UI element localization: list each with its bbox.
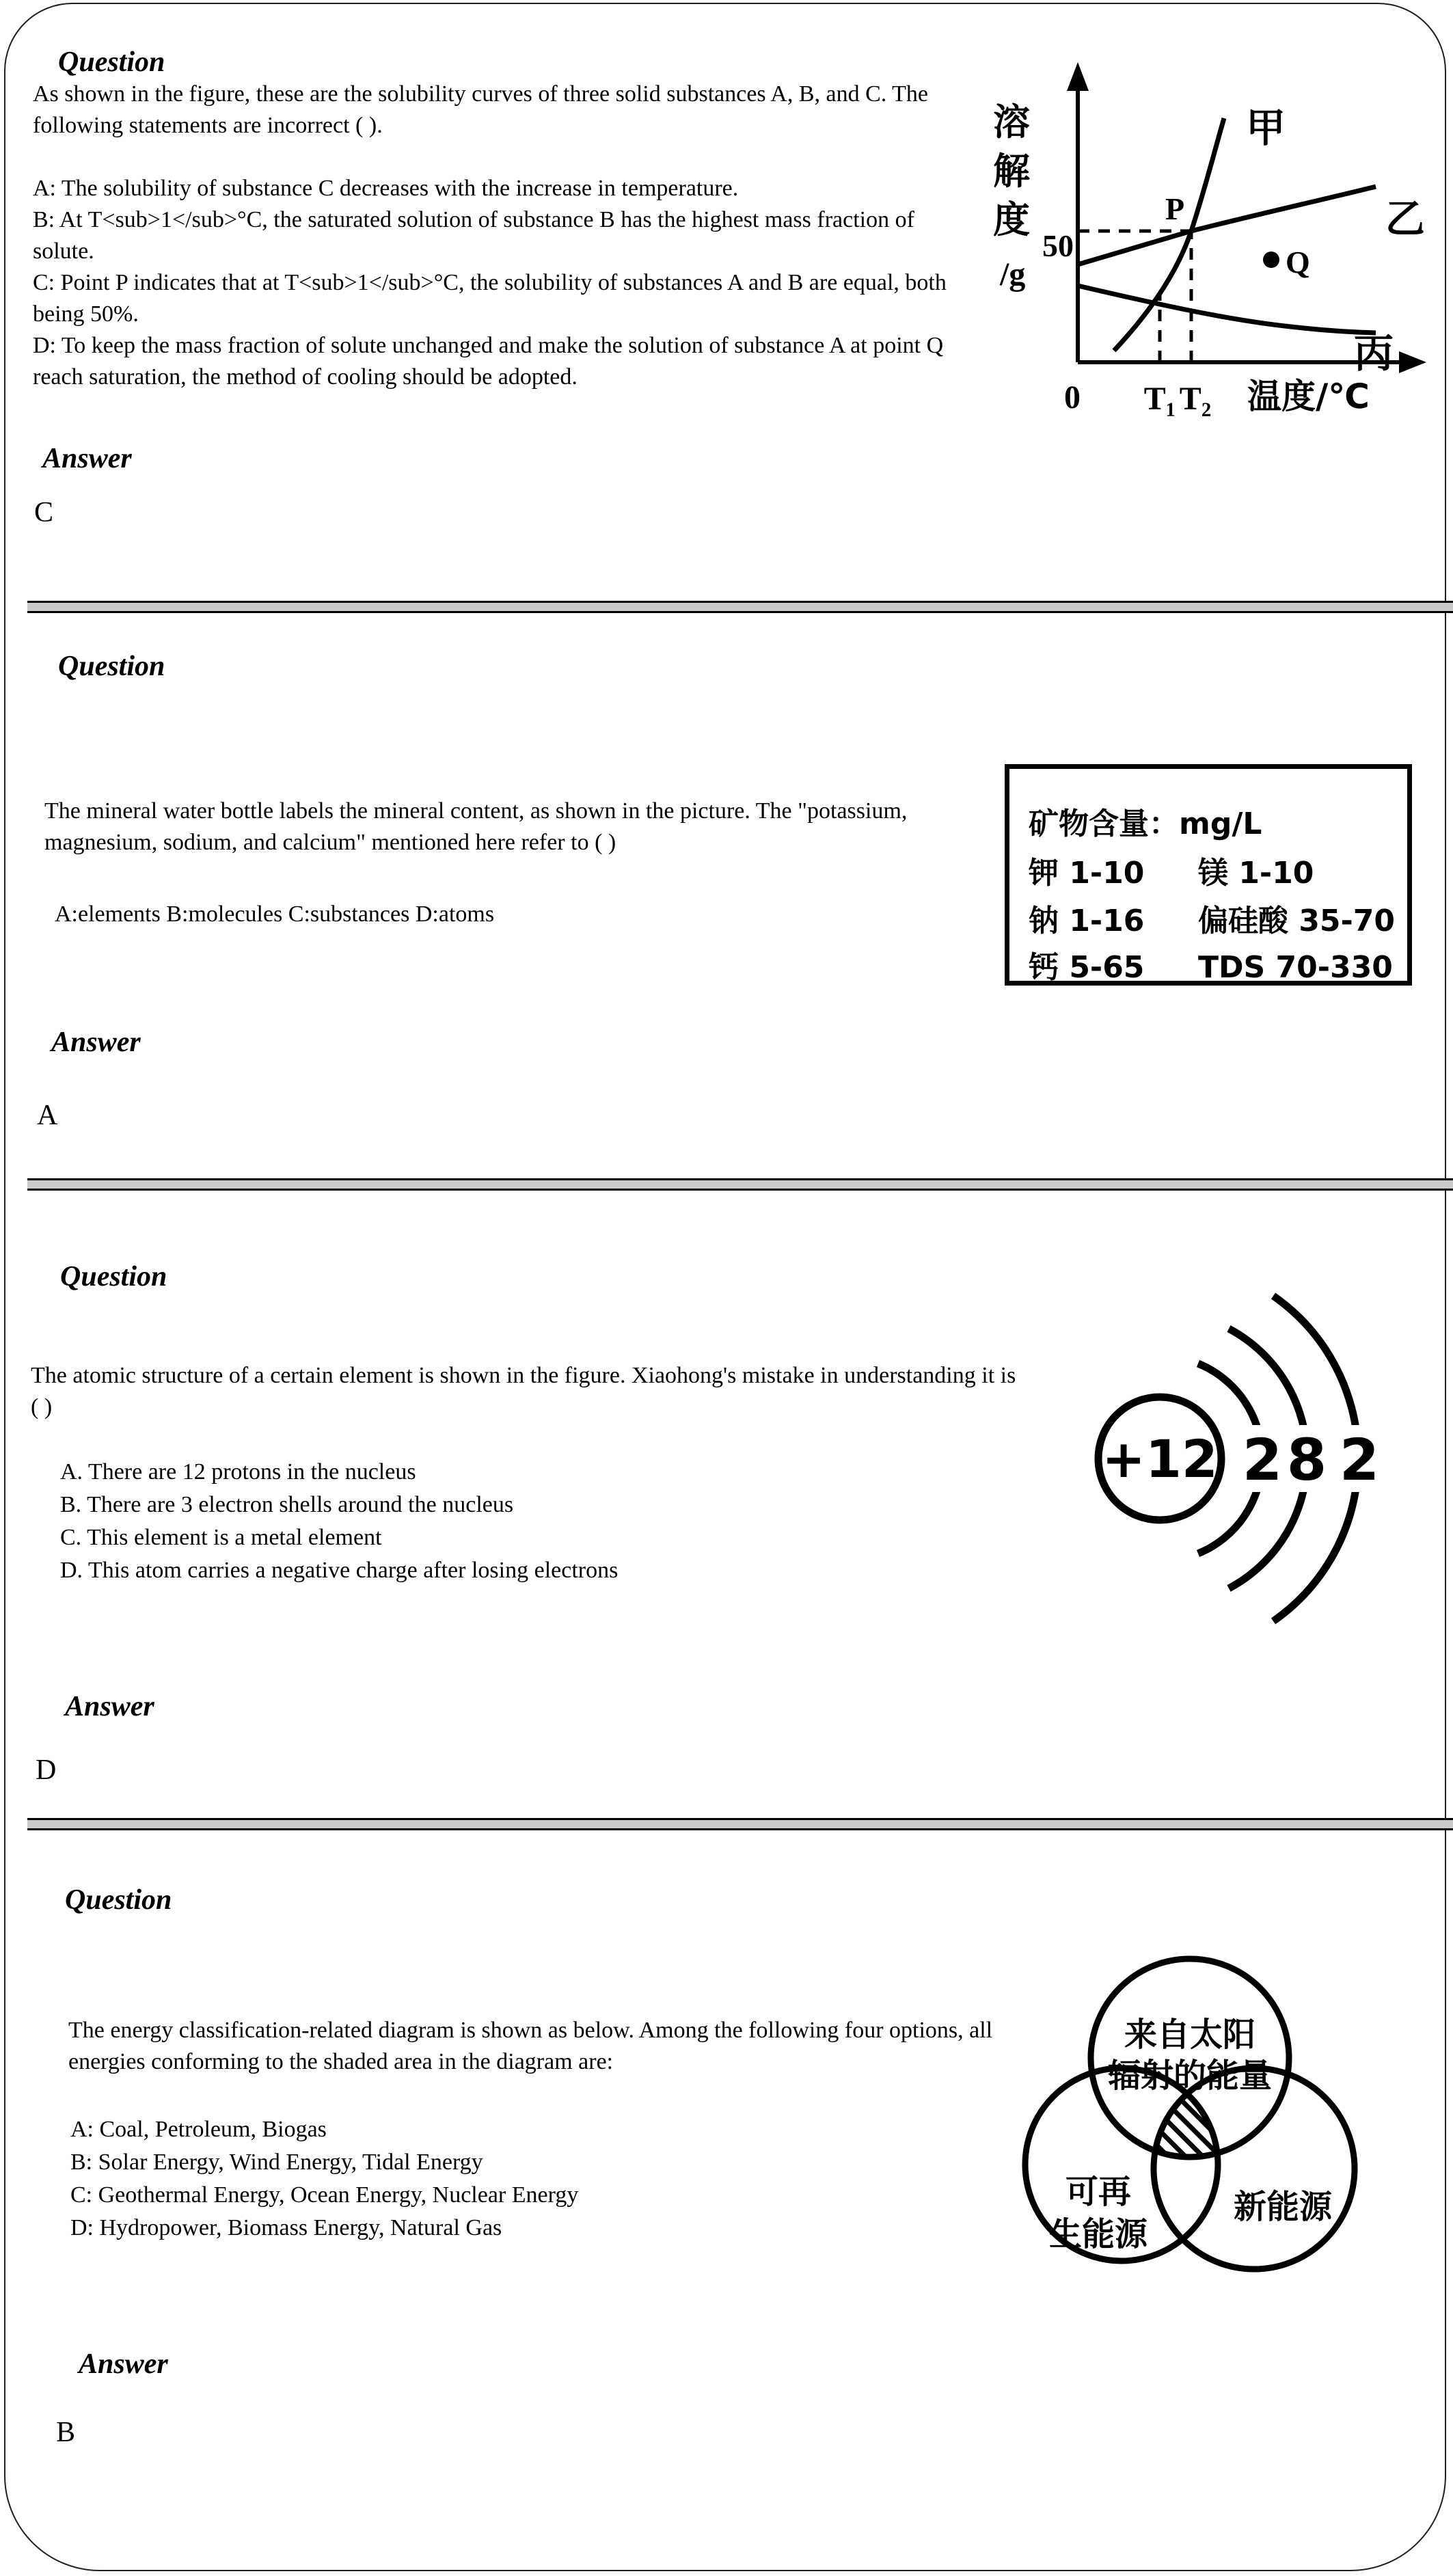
question-3-header: Question (60, 1261, 167, 1292)
question-4-option-b: B: Solar Energy, Wind Energy, Tidal Energy (70, 2150, 483, 2175)
question-4-body (68, 2015, 998, 2078)
mineral-box-title: 矿物含量：mg/L (1029, 806, 1262, 841)
energy-venn-figure (1022, 1944, 1452, 2310)
venn-label-solar-line2: 辐射的能量 (1107, 2057, 1273, 2095)
question-1-body (33, 79, 949, 393)
mineral-row-2 (1029, 896, 1395, 940)
point-q-dot (1263, 252, 1279, 268)
answer-1-header: Answer (42, 443, 132, 474)
answer-2-header: Answer (51, 1027, 141, 1058)
question-3-body (31, 1360, 1029, 1423)
mineral-cell-ca: 钙 5-65 (1029, 950, 1145, 985)
solubility-chart-svg (974, 58, 1445, 420)
mineral-cell-mg: 镁 1-10 (1198, 856, 1314, 891)
question-2-header: Question (58, 651, 165, 682)
question-3-option-b: B. There are 3 electron shells around the nucleus (60, 1492, 514, 1517)
question-1-option-a: A: The solubility of substance C decreases with the increase in temperature. (33, 176, 739, 201)
question-4-header: Question (65, 1884, 172, 1916)
y-axis-arrow-icon (1067, 62, 1089, 91)
x-tick-t2: T₂ (1179, 381, 1212, 417)
question-2-options: A:elements B:molecules C:substances D:atoms (55, 901, 495, 927)
mineral-cell-k: 钾 1-10 (1029, 856, 1145, 891)
question-1-option-b: B: At T<sub>1</sub>°C, the saturated solution of substance B has the highest mass fraction of solute. (33, 207, 914, 264)
answer-1-value: C (34, 497, 54, 528)
y-tick-50: 50 (1042, 228, 1074, 263)
question-4-options (70, 2113, 1000, 2245)
section-divider (27, 1178, 1453, 1191)
y-unit-label: /g (1000, 256, 1026, 293)
question-3-option-d: D. This atom carries a negative charge after losing electrons (60, 1558, 619, 1583)
question-4-stem: The energy classification-related diagram is shown as below. Among the following four options, all energies conforming to the shaded area in the diagram are: (68, 2018, 993, 2074)
question-3-option-c: C. This element is a metal element (60, 1525, 382, 1550)
venn-label-renewable-line1: 可再 (1065, 2173, 1132, 2211)
question-1-stem: As shown in the figure, these are the solubility curves of three solid substances A, B, and C. The following statements are incorrect ( ). (33, 81, 929, 138)
y-axis-label-char2: 解 (993, 150, 1030, 193)
y-axis-label-char1: 溶 (993, 100, 1030, 144)
x-tick-t1: T₁ (1143, 381, 1176, 417)
mineral-row-3 (1029, 943, 1393, 986)
venn-diagram-svg (1022, 1944, 1452, 2307)
mineral-row-1 (1029, 848, 1314, 892)
shell-3-electrons: 2 (1339, 1426, 1380, 1493)
question-4-option-d: D: Hydropower, Biomass Energy, Natural Gas (70, 2215, 502, 2240)
curve-label-yi: 乙 (1385, 195, 1426, 242)
section-divider (27, 1818, 1453, 1830)
venn-circle-new-energy (1154, 2068, 1355, 2269)
curve-yi (1078, 187, 1376, 265)
question-4-option-c: C: Geothermal Energy, Ocean Energy, Nuclear Energy (70, 2182, 579, 2208)
venn-label-new-energy: 新能源 (1233, 2188, 1333, 2226)
question-2-body (44, 796, 981, 858)
venn-label-renewable-line2: 生能源 (1048, 2215, 1148, 2253)
x-axis-label: 温度/℃ (1247, 377, 1370, 416)
question-4-option-a: A: Coal, Petroleum, Biogas (70, 2117, 327, 2142)
point-q-label: Q (1286, 245, 1310, 280)
answer-2-value: A (37, 1100, 58, 1131)
section-divider (27, 601, 1453, 613)
answer-4-header: Answer (79, 2348, 168, 2380)
question-3-stem: The atomic structure of a certain element is shown in the figure. Xiaohong's mistake in understanding it is ( ) (31, 1363, 1016, 1420)
curve-label-bing: 丙 (1354, 330, 1394, 377)
answer-3-value: D (36, 1754, 57, 1786)
curve-label-jia: 甲 (1246, 105, 1286, 151)
x-axis-arrow-icon (1399, 351, 1426, 373)
solubility-curves-figure (974, 58, 1445, 424)
atom-diagram-svg (1053, 1288, 1453, 1647)
curve-bing (1078, 286, 1376, 333)
answer-4-value: B (56, 2417, 76, 2448)
answer-3-header: Answer (65, 1691, 154, 1722)
question-3-option-a: A. There are 12 protons in the nucleus (60, 1459, 416, 1484)
question-1-option-c: C: Point P indicates that at T<sub>1</sub>°C, the solubility of substances A and B are equal, both being 50%. (33, 270, 947, 327)
atomic-structure-figure (1053, 1288, 1453, 1651)
mineral-cell-silicate: 偏硅酸 35-70 (1198, 904, 1396, 938)
spacer (33, 141, 949, 173)
mineral-content-box (1005, 764, 1412, 986)
question-1-option-d: D: To keep the mass fraction of solute unchanged and make the solution of substance A at point Q reach saturation, the method of cooling should be adopted. (33, 333, 944, 390)
nucleus-charge-label: +12 (1102, 1428, 1218, 1489)
point-p-label: P (1165, 191, 1185, 226)
shell-1-electrons: 2 (1242, 1426, 1283, 1493)
x-tick-origin: 0 (1064, 379, 1081, 416)
shell-2-electrons: 8 (1286, 1426, 1327, 1493)
question-3-options (60, 1456, 1017, 1587)
venn-label-solar-line1: 来自太阳 (1124, 2016, 1256, 2054)
mineral-cell-na: 钠 1-16 (1029, 904, 1145, 938)
question-2-stem: The mineral water bottle labels the mineral content, as shown in the picture. The "potassium, magnesium, sodium, and calcium" mentioned here refer to ( ) (44, 798, 908, 855)
mineral-cell-tds: TDS 70-330 (1198, 950, 1393, 985)
y-axis-label-char3: 度 (993, 198, 1030, 241)
question-1-header: Question (58, 46, 165, 78)
